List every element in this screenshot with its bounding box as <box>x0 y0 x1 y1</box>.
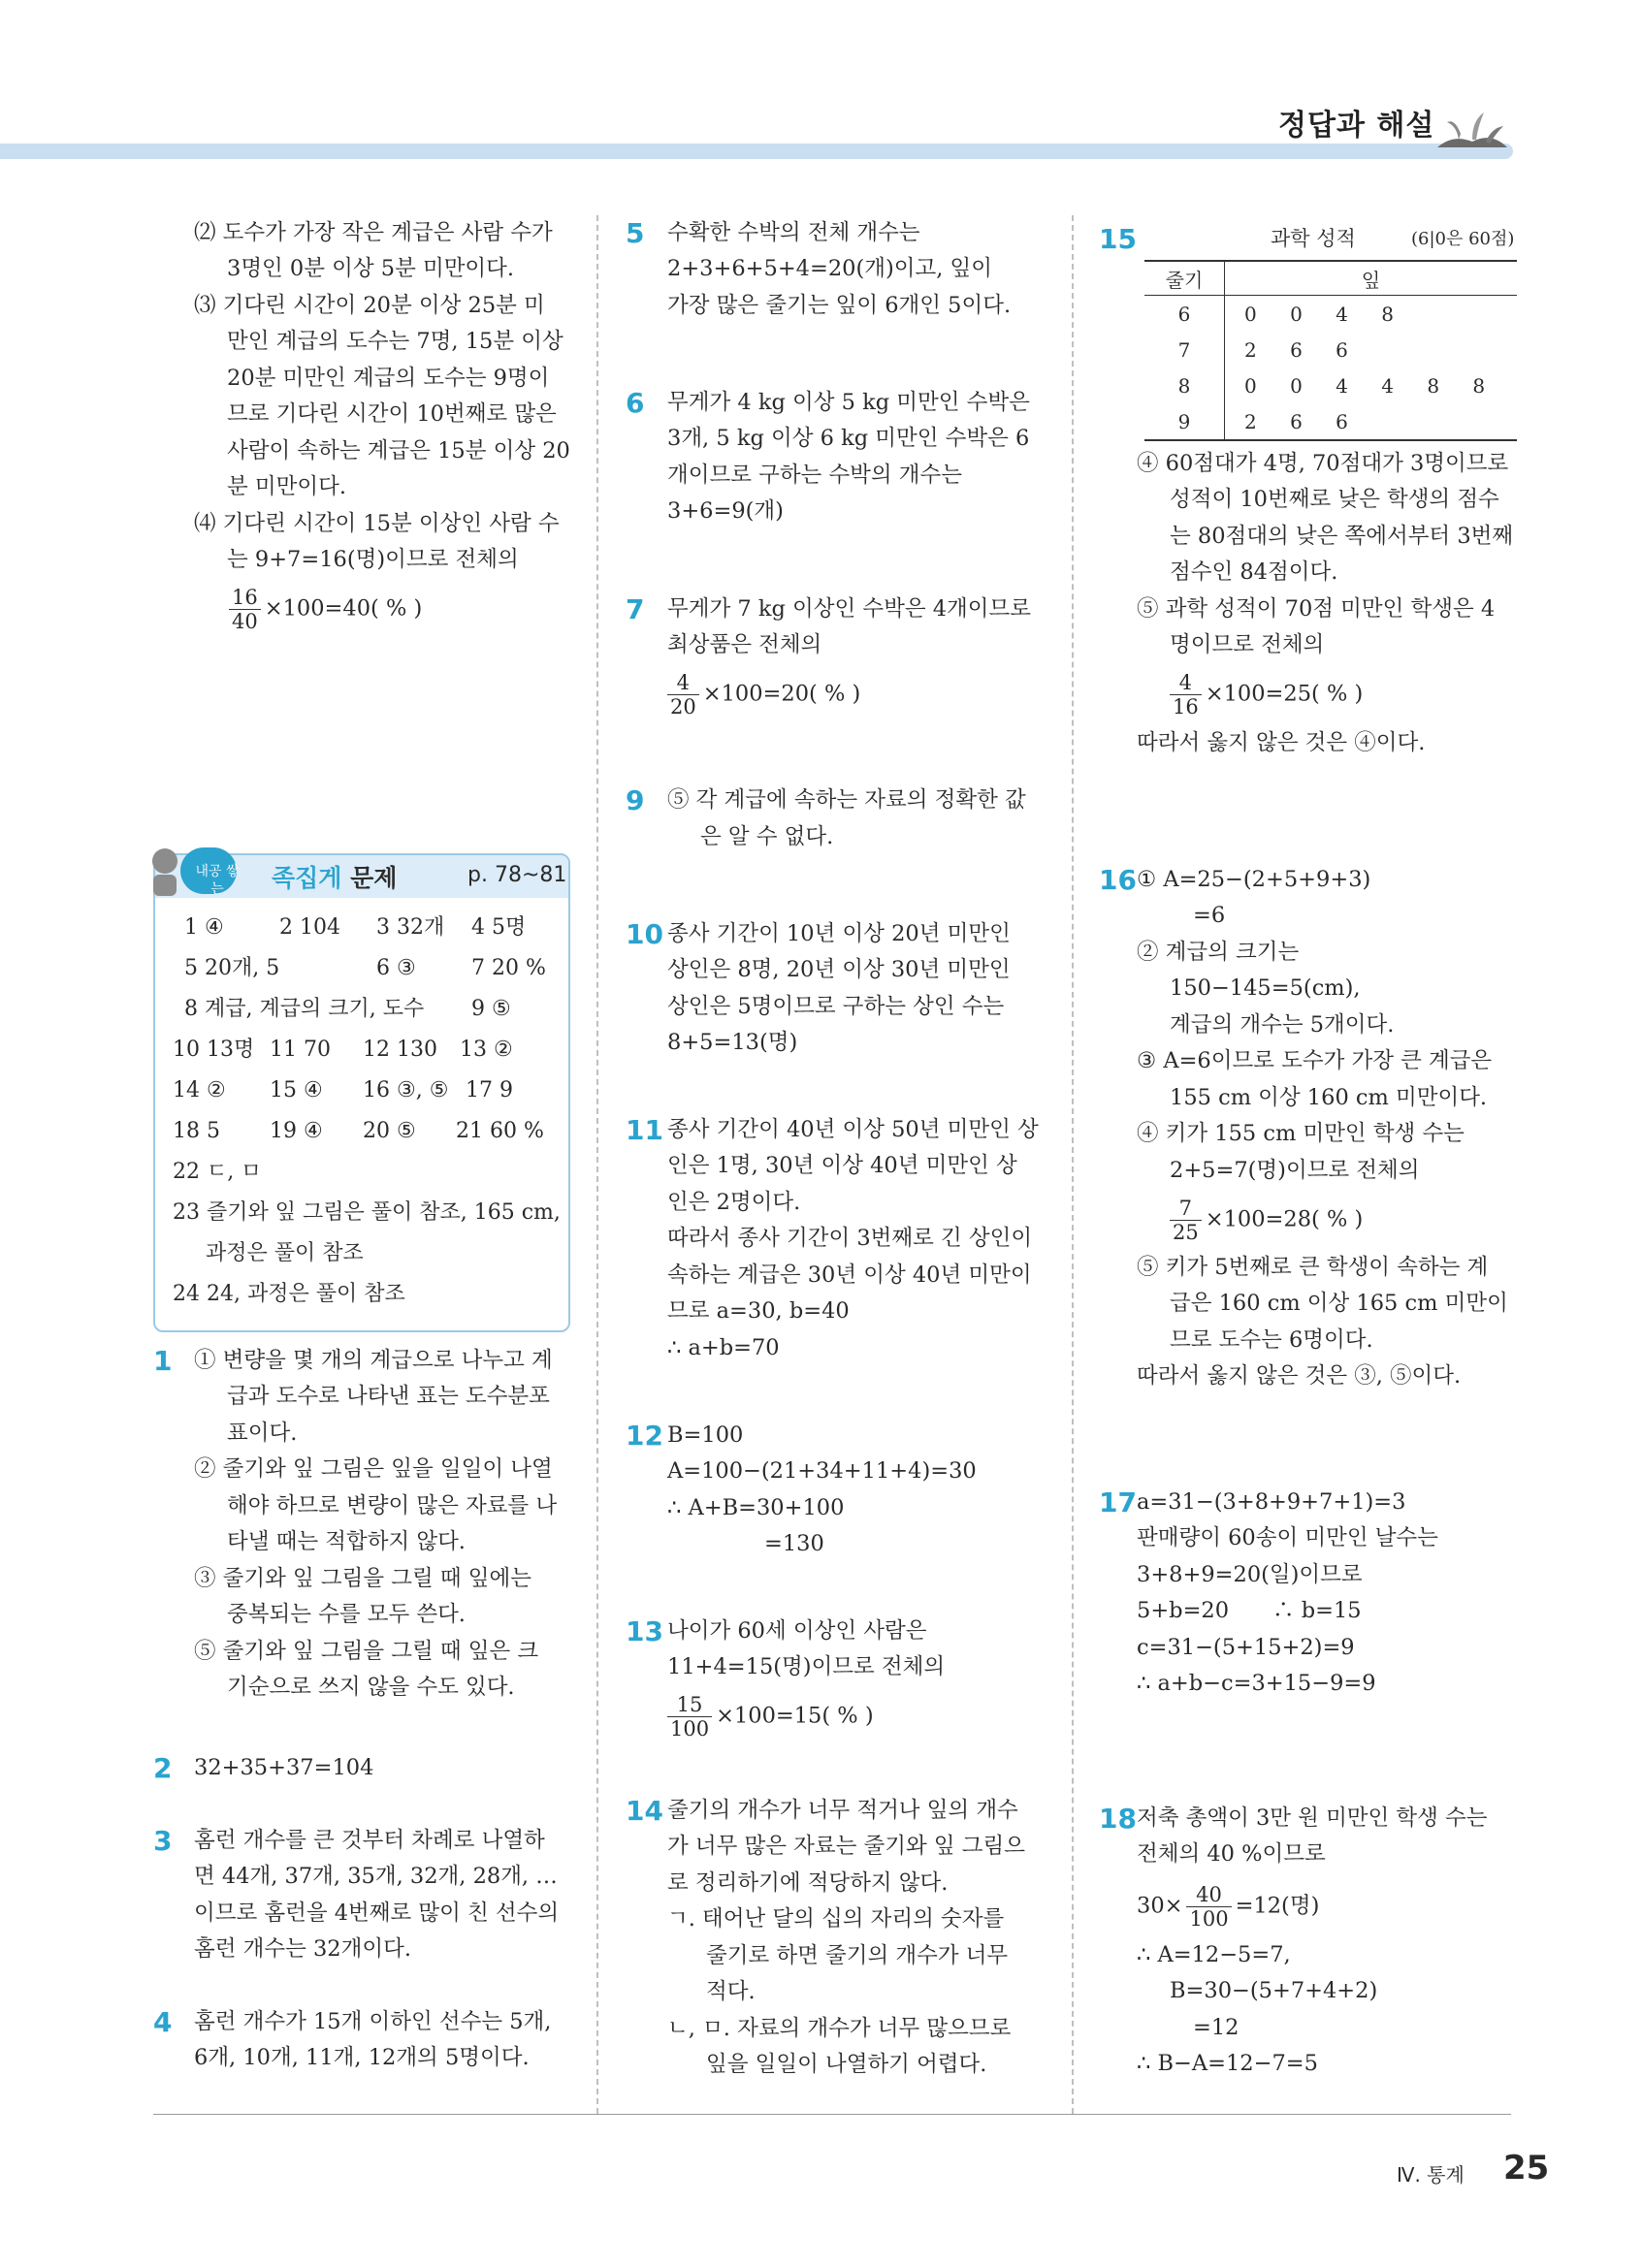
question-number: 14 <box>626 1795 663 1827</box>
leaf-header: 잎 <box>1225 261 1518 296</box>
text-line: 가장 많은 줄기는 잎이 6개인 5이다. <box>667 293 1012 318</box>
table-row <box>1144 296 1517 333</box>
text-line: 150−145=5(cm), <box>1170 975 1361 1001</box>
text-line: ③ 줄기와 잎 그림을 그릴 때 잎에는 <box>194 1566 531 1591</box>
answer-item: 16 ③, ⑤ <box>363 1078 449 1102</box>
text-line: 3+8+9=20(일)이므로 <box>1137 1562 1363 1587</box>
question-number: 1 <box>153 1345 173 1377</box>
text-line: 홈런 개수는 32개이다. <box>194 1936 411 1962</box>
text-line: 중복되는 수를 모두 쓴다. <box>227 1602 466 1627</box>
text-line: =130 <box>764 1531 824 1556</box>
answer-item: 15 ④ <box>270 1078 323 1102</box>
text-line: a=31−(3+8+9+7+1)=3 <box>1137 1489 1406 1515</box>
answer-item: 10 13명 <box>173 1038 255 1062</box>
stem-leaf-table <box>1144 260 1517 441</box>
question-number: 10 <box>626 918 663 950</box>
text-line: ⑤ 각 계급에 속하는 자료의 정확한 값 <box>667 787 1026 813</box>
stem-cell: 9 <box>1144 403 1225 440</box>
text-line: 타낼 때는 적합하지 않다. <box>227 1529 466 1554</box>
text-line: 최상품은 전체의 <box>667 632 822 657</box>
answer-box-pages: p. 78~81 <box>467 863 567 887</box>
question-number: 18 <box>1099 1803 1137 1835</box>
answer-item: 4 5명 <box>471 915 527 940</box>
text-line: ⑤ 과학 성적이 70점 미만인 학생은 4 <box>1137 596 1496 622</box>
text-line: 2+5=7(명)이므로 전체의 <box>1170 1158 1420 1183</box>
fraction-line: 30× $\frac{40}{100}$ =12(명) <box>1137 1883 1320 1931</box>
text-line: 는 9+7=16(명)이므로 전체의 <box>227 547 519 572</box>
question-number: 13 <box>626 1615 663 1647</box>
text-line: 인은 1명, 30년 이상 40년 미만인 상 <box>667 1153 1017 1178</box>
text-line: 무게가 4 kg 이상 5 kg 미만인 수박은 <box>667 390 1030 415</box>
text-line: ∴ A+B=30+100 <box>667 1495 845 1520</box>
text-line: 종사 기간이 10년 이상 20년 미만인 <box>667 921 1011 946</box>
question-number: 3 <box>153 1825 173 1857</box>
text-line: ㄴ, ㅁ. 자료의 개수가 너무 많으므로 <box>667 2016 1012 2041</box>
answer-item: 3 32개 <box>376 915 445 940</box>
fraction-line: $\frac{4}{20}$ ×100=20( % ) <box>663 671 860 719</box>
text-line: ∴ a+b−c=3+15−9=9 <box>1137 1671 1376 1696</box>
table-row <box>1144 367 1517 403</box>
bottom-rule <box>153 2114 1511 2115</box>
answer-item: 1 ④ <box>184 915 224 940</box>
text-line: 성적이 10번째로 낮은 학생의 점수 <box>1170 487 1499 512</box>
text-line: c=31−(5+15+2)=9 <box>1137 1635 1355 1660</box>
answer-item: 18 5 <box>173 1119 220 1143</box>
leaf-cell: 2 6 6 <box>1225 403 1518 440</box>
text-line: B=100 <box>667 1422 744 1448</box>
text-line: ② 줄기와 잎 그림은 잎을 일일이 나열 <box>194 1456 553 1482</box>
answer-item: 21 60 % <box>456 1119 544 1143</box>
text-line: 로 정리하기에 적당하지 않다. <box>667 1870 949 1896</box>
answer-summary-box <box>153 853 570 1332</box>
text-line: ∴ B−A=12−7=5 <box>1137 2051 1318 2076</box>
answer-item: 과정은 풀이 참조 <box>206 1241 364 1265</box>
text-line: 종사 기간이 40년 이상 50년 미만인 상 <box>667 1117 1039 1142</box>
text-line: 해야 하므로 변량이 많은 자료를 나 <box>227 1493 558 1518</box>
text-line: 명이므로 전체의 <box>1170 632 1325 657</box>
column-divider <box>1072 215 1074 2114</box>
question-number: 4 <box>153 2006 173 2038</box>
text-line: ① A=25−(2+5+9+3) <box>1137 867 1371 892</box>
text-line: 점수인 84점이다. <box>1170 559 1338 585</box>
leaf-cell: 2 6 6 <box>1244 337 1362 362</box>
text-line: 나이가 60세 이상인 사람은 <box>667 1618 927 1644</box>
fraction-line: $\frac{7}{25}$ ×100=28( % ) <box>1166 1197 1363 1244</box>
text-line: ③ A=6이므로 도수가 가장 큰 계급은 <box>1137 1048 1493 1073</box>
sprout-icon <box>1433 99 1511 151</box>
text-line: 인은 2명이다. <box>667 1190 801 1215</box>
page-title: 정답과 해설 <box>1278 109 1435 143</box>
answer-item: 17 9 <box>466 1078 513 1102</box>
text-line: 급과 도수로 나타낸 표는 도수분포 <box>227 1384 550 1409</box>
text-line: 6개, 10개, 11개, 12개의 5명이다. <box>194 2045 530 2070</box>
text-line: ⑶ 기다린 시간이 20분 이상 25분 미 <box>194 293 545 318</box>
text-line: =12 <box>1193 2015 1240 2040</box>
text-line: 무게가 7 kg 이상인 수박은 4개이므로 <box>667 596 1031 622</box>
text-line: ⑷ 기다린 시간이 15분 이상인 사람 수 <box>194 511 560 536</box>
text-line: 상인은 8명, 20년 이상 30년 미만인 <box>667 957 1011 982</box>
answer-item: 19 ④ <box>270 1119 323 1143</box>
text-line: ② 계급의 크기는 <box>1137 940 1300 965</box>
text-line: 기순으로 쓰지 않을 수도 있다. <box>227 1675 515 1700</box>
answer-item: 23 즐기와 잎 그림은 풀이 참조, 165 cm, <box>173 1200 561 1225</box>
text-line: 적다. <box>706 1979 756 2004</box>
text-line: 32+35+37=104 <box>194 1755 374 1780</box>
text-line: 판매량이 60송이 미만인 날수는 <box>1137 1525 1438 1550</box>
text-line: ∴ A=12−5=7, <box>1137 1942 1291 1967</box>
text-line: 3명인 0분 이상 5분 미만이다. <box>227 256 515 281</box>
text-line: 만인 계급의 도수는 7명, 15분 이상 <box>227 329 563 354</box>
table-row <box>1144 332 1517 367</box>
answer-box-title: 족집게 문제 <box>272 864 398 892</box>
answer-item: 5 20개, 5 <box>184 956 280 980</box>
text-line: A=100−(21+34+11+4)=30 <box>667 1458 977 1484</box>
answer-item: 7 20 % <box>471 956 546 980</box>
text-line: 분 미만이다. <box>227 474 346 499</box>
question-number: 12 <box>626 1420 663 1452</box>
stem-cell: 8 <box>1144 367 1225 403</box>
text-line: 5+b=20 ∴ b=15 <box>1137 1598 1362 1623</box>
text-line: 수확한 수박의 전체 개수는 <box>667 220 920 245</box>
table-row <box>1144 403 1517 440</box>
text-line: 홈런 개수가 15개 이하인 선수는 5개, <box>194 2009 552 2034</box>
text-line: 면 44개, 37개, 35개, 32개, 28개, … <box>194 1864 558 1889</box>
text-line: 가 너무 많은 자료는 줄기와 잎 그림으 <box>667 1834 1025 1859</box>
text-line: 므로 a=30, b=40 <box>667 1298 850 1324</box>
text-line: 8+5=13(명) <box>667 1030 798 1055</box>
stem-cell: 6 <box>1144 296 1225 333</box>
table-note: (6|0은 60점) <box>1411 229 1515 249</box>
stem-cell: 7 <box>1144 332 1225 367</box>
text-line: 따라서 옳지 않은 것은 ③, ⑤이다. <box>1137 1363 1462 1389</box>
text-line: 표이다. <box>227 1421 298 1446</box>
stem-header: 줄기 <box>1144 261 1225 296</box>
text-line: 줄기의 개수가 너무 적거나 잎의 개수 <box>667 1798 1018 1823</box>
text-line: 홈런 개수를 큰 것부터 차례로 나열하 <box>194 1828 545 1853</box>
answer-item: 13 ② <box>460 1038 513 1062</box>
answer-item: 14 ② <box>173 1078 226 1102</box>
text-line: ⑤ 줄기와 잎 그림을 그릴 때 잎은 크 <box>194 1639 539 1664</box>
question-number: 7 <box>626 593 645 625</box>
text-line: 줄기로 하면 줄기의 개수가 너무 <box>706 1943 1009 1968</box>
question-number: 2 <box>153 1752 173 1784</box>
text-line: 전체의 40 %이므로 <box>1137 1841 1326 1867</box>
text-line: 은 알 수 없다. <box>700 824 834 849</box>
text-line: B=30−(5+7+4+2) <box>1170 1978 1378 2003</box>
question-number: 15 <box>1099 223 1137 255</box>
text-line: 는 80점대의 낮은 쪽에서부터 3번째 <box>1170 524 1514 549</box>
text-line: 따라서 종사 기간이 3번째로 긴 상인이 <box>667 1226 1033 1251</box>
table-header-row <box>1144 261 1517 296</box>
text-line: 므로 도수는 6명이다. <box>1170 1327 1373 1353</box>
text-line: ㄱ. 태어난 달의 십의 자리의 숫자를 <box>667 1906 1005 1932</box>
text-line: 3+6=9(개) <box>667 498 784 524</box>
page-number: 25 <box>1503 2149 1550 2188</box>
answer-item: 24 24, 과정은 풀이 참조 <box>173 1282 405 1306</box>
fraction-line: $\frac{15}{100}$ ×100=15( % ) <box>663 1693 874 1741</box>
text-line: 므로 기다린 시간이 10번째로 많은 <box>227 401 557 427</box>
text-line: ④ 키가 155 cm 미만인 학생 수는 <box>1137 1121 1465 1146</box>
text-line: 따라서 옳지 않은 것은 ④이다. <box>1137 730 1426 755</box>
answer-item: 12 130 <box>363 1038 437 1062</box>
question-number: 5 <box>626 217 645 249</box>
answer-item: 20 ⑤ <box>363 1119 416 1143</box>
question-number: 16 <box>1099 864 1137 896</box>
question-number: 9 <box>626 784 645 816</box>
text-line: 잎을 일일이 나열하기 어렵다. <box>706 2052 987 2077</box>
text-line: 2+3+6+5+4=20(개)이고, 잎이 <box>667 256 993 281</box>
question-number: 11 <box>626 1114 663 1146</box>
text-line: 3개, 5 kg 이상 6 kg 미만인 수박은 6 <box>667 426 1030 451</box>
answer-item: 9 ⑤ <box>471 997 511 1021</box>
answer-item: 6 ③ <box>376 956 416 980</box>
text-line: 속하는 계급은 30년 이상 40년 미만이 <box>667 1262 1032 1288</box>
text-line: 상인은 5명이므로 구하는 상인 수는 <box>667 994 1005 1019</box>
text-line: 이므로 홈런을 4번째로 많이 친 선수의 <box>194 1901 560 1926</box>
leaf-cell: 0 0 4 8 <box>1244 302 1407 326</box>
answer-item: 22 ㄷ, ㅁ <box>173 1160 262 1184</box>
table-title: 과학 성적 <box>1271 227 1356 250</box>
leaf-cell: 0 0 4 4 8 8 <box>1244 373 1499 398</box>
text-line: ① 변량을 몇 개의 계급으로 나누고 계 <box>194 1348 553 1373</box>
answer-item: 8 계급, 계급의 크기, 도수 <box>184 997 425 1021</box>
text-line: 사람이 속하는 계급은 15분 이상 20 <box>227 438 570 463</box>
text-line: ⑵ 도수가 가장 작은 계급은 사람 수가 <box>194 220 553 245</box>
text-line: =6 <box>1193 903 1226 928</box>
header-bar <box>0 144 1513 159</box>
text-line: 20분 미만인 계급의 도수는 9명이 <box>227 366 550 391</box>
text-line: ④ 60점대가 4명, 70점대가 3명이므로 <box>1137 451 1509 476</box>
fraction-line: $\frac{16}{40}$ ×100=40( % ) <box>225 586 422 633</box>
badge-label: 내공 쌓는 <box>195 864 240 897</box>
text-line: 급은 160 cm 이상 165 cm 미만이 <box>1170 1291 1508 1316</box>
column-divider <box>596 215 598 2114</box>
question-number: 17 <box>1099 1486 1137 1518</box>
text-line: ⑤ 키가 5번째로 큰 학생이 속하는 계 <box>1137 1255 1489 1280</box>
fraction-line: $\frac{4}{16}$ ×100=25( % ) <box>1166 671 1363 719</box>
text-line: 저축 총액이 3만 원 미만인 학생 수는 <box>1137 1805 1488 1831</box>
text-line: 11+4=15(명)이므로 전체의 <box>667 1654 946 1679</box>
text-line: 계급의 개수는 5개이다. <box>1170 1012 1395 1038</box>
text-line: 155 cm 이상 160 cm 미만이다. <box>1170 1085 1488 1110</box>
question-number: 6 <box>626 387 645 419</box>
text-line: ∴ a+b=70 <box>667 1335 780 1360</box>
text-line: 개이므로 구하는 수박의 개수는 <box>667 463 963 488</box>
section-label: Ⅳ. 통계 <box>1397 2163 1465 2187</box>
answer-item: 2 104 <box>279 915 340 940</box>
answer-item: 11 70 <box>270 1038 331 1062</box>
